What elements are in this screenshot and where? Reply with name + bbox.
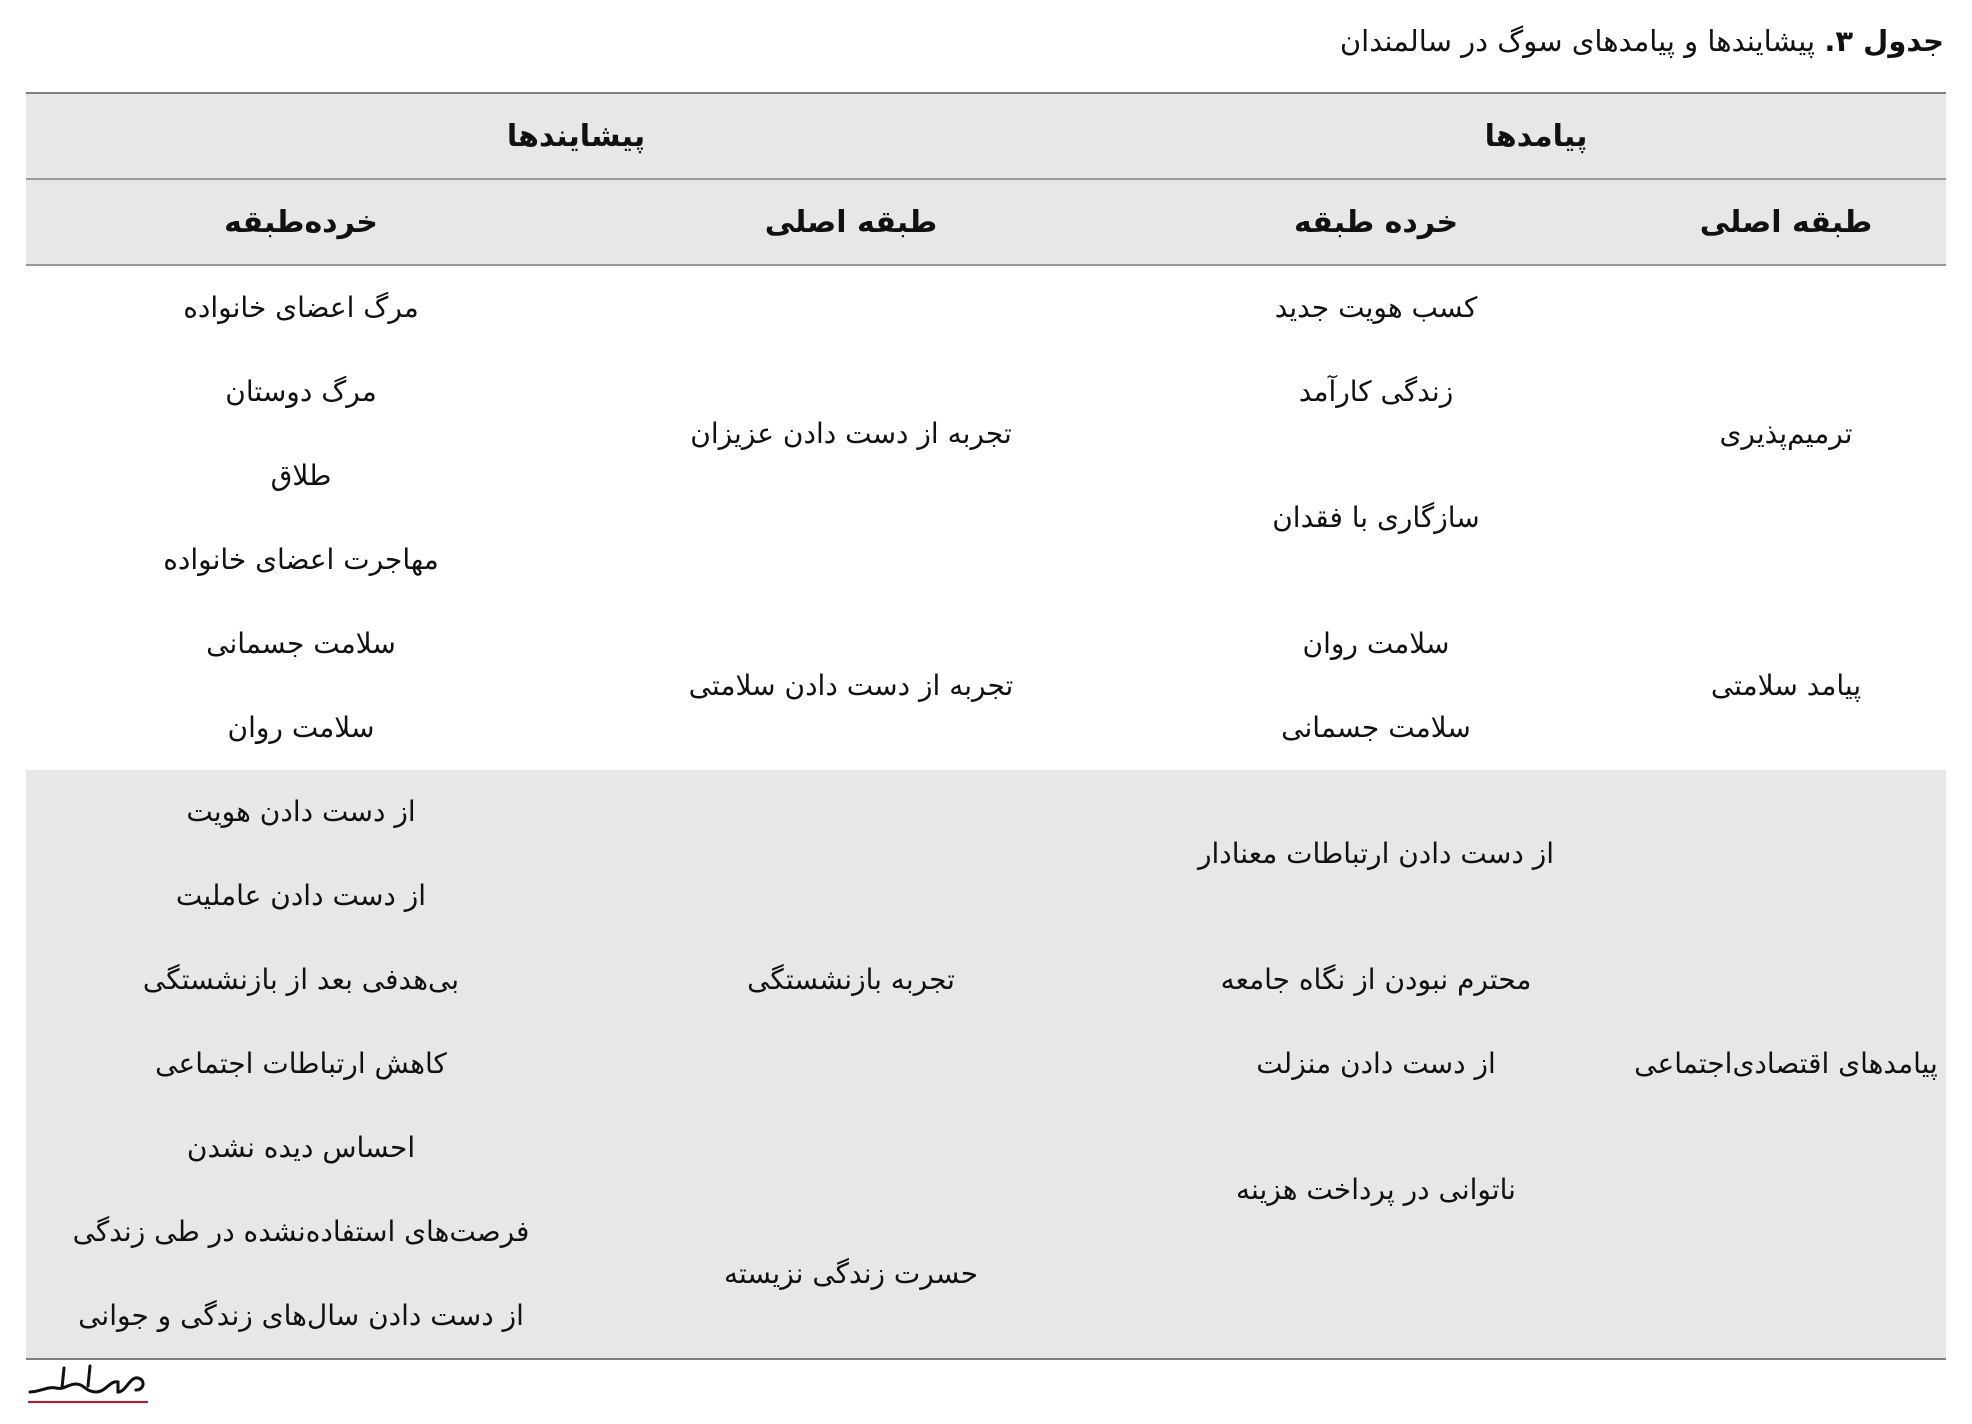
col-header-cons-sub: خرده طبقه	[1126, 179, 1626, 265]
salmand-logo	[26, 1362, 150, 1406]
ante-sub-item: مرگ اعضای خانواده	[183, 291, 419, 324]
ante-sub-item: فرصت‌های استفاده‌نشده در طی زندگی	[72, 1215, 530, 1248]
ante-sub-cell	[26, 770, 576, 1359]
table-row	[26, 770, 1946, 1359]
ante-sub-item: کاهش ارتباطات اجتماعی	[155, 1047, 447, 1080]
cons-sub-item: از دست دادن منزلت	[1256, 1047, 1496, 1080]
cons-sub-item: سلامت روان	[1302, 627, 1450, 660]
ante-sub-item: از دست دادن عاملیت	[175, 879, 427, 912]
cons-main-cell	[1626, 770, 1946, 1359]
caption-lead: جدول ۳.	[1824, 24, 1944, 58]
cons-main-resilience: ترمیم‌پذیری	[1719, 417, 1853, 450]
group-header-antecedents: پیشایندها	[26, 93, 1126, 179]
cons-main-cell	[1626, 265, 1946, 770]
ante-main-retirement: تجربه بازنشستگی	[747, 963, 955, 996]
cons-main-socioeconomic: پیامدهای اقتصادی‌اجتماعی	[1634, 1047, 1938, 1080]
table-row	[26, 265, 1946, 770]
cons-sub-item: کسب هویت جدید	[1274, 291, 1478, 324]
col-header-cons-main: طبقه اصلی	[1626, 179, 1946, 265]
ante-sub-item: از دست دادن هویت	[186, 795, 416, 828]
ante-sub-item: از دست دادن سال‌های زندگی و جوانی	[78, 1299, 524, 1332]
cons-sub-cell	[1126, 770, 1626, 1359]
ante-sub-item: سلامت جسمانی	[206, 627, 396, 660]
group-header-row	[26, 93, 1946, 179]
ante-sub-item: مرگ دوستان	[225, 375, 377, 408]
ante-sub-item: سلامت روان	[227, 711, 375, 744]
cons-sub-item: سلامت جسمانی	[1281, 711, 1471, 744]
column-header-row	[26, 179, 1946, 265]
group-header-consequences: پیامدها	[1126, 93, 1946, 179]
ante-main-regret: حسرت زندگی نزیسته	[723, 1257, 979, 1290]
cons-sub-cell	[1126, 265, 1626, 770]
ante-sub-cell	[26, 265, 576, 770]
ante-sub-item: بی‌هدفی بعد از بازنشستگی	[142, 963, 460, 996]
ante-main-loss-loved-ones: تجربه از دست دادن عزیزان	[690, 417, 1012, 450]
caption-text: پیشایندها و پیامدهای سوگ در سالمندان	[1339, 24, 1825, 58]
cons-main-health: پیامد سلامتی	[1710, 669, 1862, 702]
ante-sub-item: احساس دیده نشدن	[186, 1131, 416, 1164]
ante-main-cell	[576, 770, 1126, 1359]
cons-sub-item: ناتوانی در پرداخت هزینه	[1236, 1173, 1516, 1206]
ante-main-cell	[576, 265, 1126, 770]
table-caption	[1340, 24, 1944, 58]
ante-main-loss-health: تجربه از دست دادن سلامتی	[688, 669, 1014, 702]
col-header-ante-main: طبقه اصلی	[576, 179, 1126, 265]
ante-sub-item: مهاجرت اعضای خانواده	[163, 543, 439, 576]
cons-sub-item: محترم نبودن از نگاه جامعه	[1220, 963, 1532, 996]
antecedents-consequences-table	[26, 92, 1946, 1360]
ante-sub-item: طلاق	[270, 459, 332, 492]
cons-sub-item: از دست دادن ارتباطات معنادار	[1197, 837, 1555, 870]
cons-sub-item: سازگاری با فقدان	[1272, 501, 1480, 534]
col-header-ante-sub: خرده‌طبقه	[26, 179, 576, 265]
cons-sub-item: زندگی کارآمد	[1298, 375, 1454, 408]
